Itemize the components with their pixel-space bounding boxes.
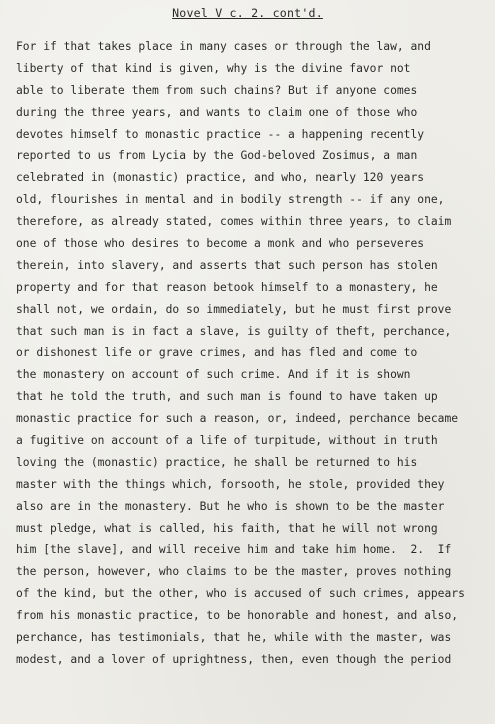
text-line: a fugitive on account of a life of turpitude, without in truth [16,434,438,448]
text-line: property and for that reason betook himself to a monastery, he [16,280,438,294]
text-line: shall not, we ordain, do so immediately, but he must first prove [16,302,452,316]
text-line: of the kind, but the other, who is accused of such crimes, appears [16,587,465,601]
text-line: modest, and a lover of uprightness, then, even though the period [16,652,452,666]
text-line: must pledge, what is called, his faith, that he will not wrong [16,521,438,535]
text-line: liberty of that kind is given, why is the divine favor not [16,61,411,75]
text-line: that such man is in fact a slave, is guilty of theft, perchance, [16,324,452,338]
text-line: him [the slave], and will receive him and take him home. 2. If [16,543,452,557]
text-line: the monastery on account of such crime. And if it is shown [16,368,411,382]
text-line: perchance, has testimonials, that he, while with the master, was [16,631,452,645]
text-line: reported to us from Lycia by the God-beloved Zosimus, a man [16,149,418,163]
text-line: therein, into slavery, and asserts that such person has stolen [16,258,438,272]
page-heading: Novel V c. 2. cont'd. [172,6,323,20]
text-line: one of those who desires to become a monk and who perseveres [16,237,425,251]
text-line: from his monastic practice, to be honorable and honest, and also, [16,609,459,623]
text-line: celebrated in (monastic) practice, and who, nearly 120 years [16,171,425,185]
body-text [16,36,494,671]
text-line: the person, however, who claims to be the master, proves nothing [16,565,452,579]
text-line: old, flourishes in mental and in bodily strength -- if any one, [16,193,445,207]
text-line: devotes himself to monastic practice -- a happening recently [16,127,425,141]
text-line: loving the (monastic) practice, he shall be returned to his [16,455,418,469]
text-line: or dishonest life or grave crimes, and has fled and come to [16,346,418,360]
text-line: during the three years, and wants to claim one of those who [16,105,418,119]
text-line: able to liberate them from such chains? But if anyone comes [16,83,418,97]
text-line: also are in the monastery. But he who is shown to be the master [16,499,445,513]
text-line: that he told the truth, and such man is found to have taken up [16,390,438,404]
text-line: For if that takes place in many cases or through the law, and [16,40,431,53]
text-line: monastic practice for such a reason, or, indeed, perchance became [16,412,459,426]
text-line: therefore, as already stated, comes within three years, to claim [16,215,452,229]
text-line: master with the things which, forsooth, he stole, provided they [16,477,445,491]
